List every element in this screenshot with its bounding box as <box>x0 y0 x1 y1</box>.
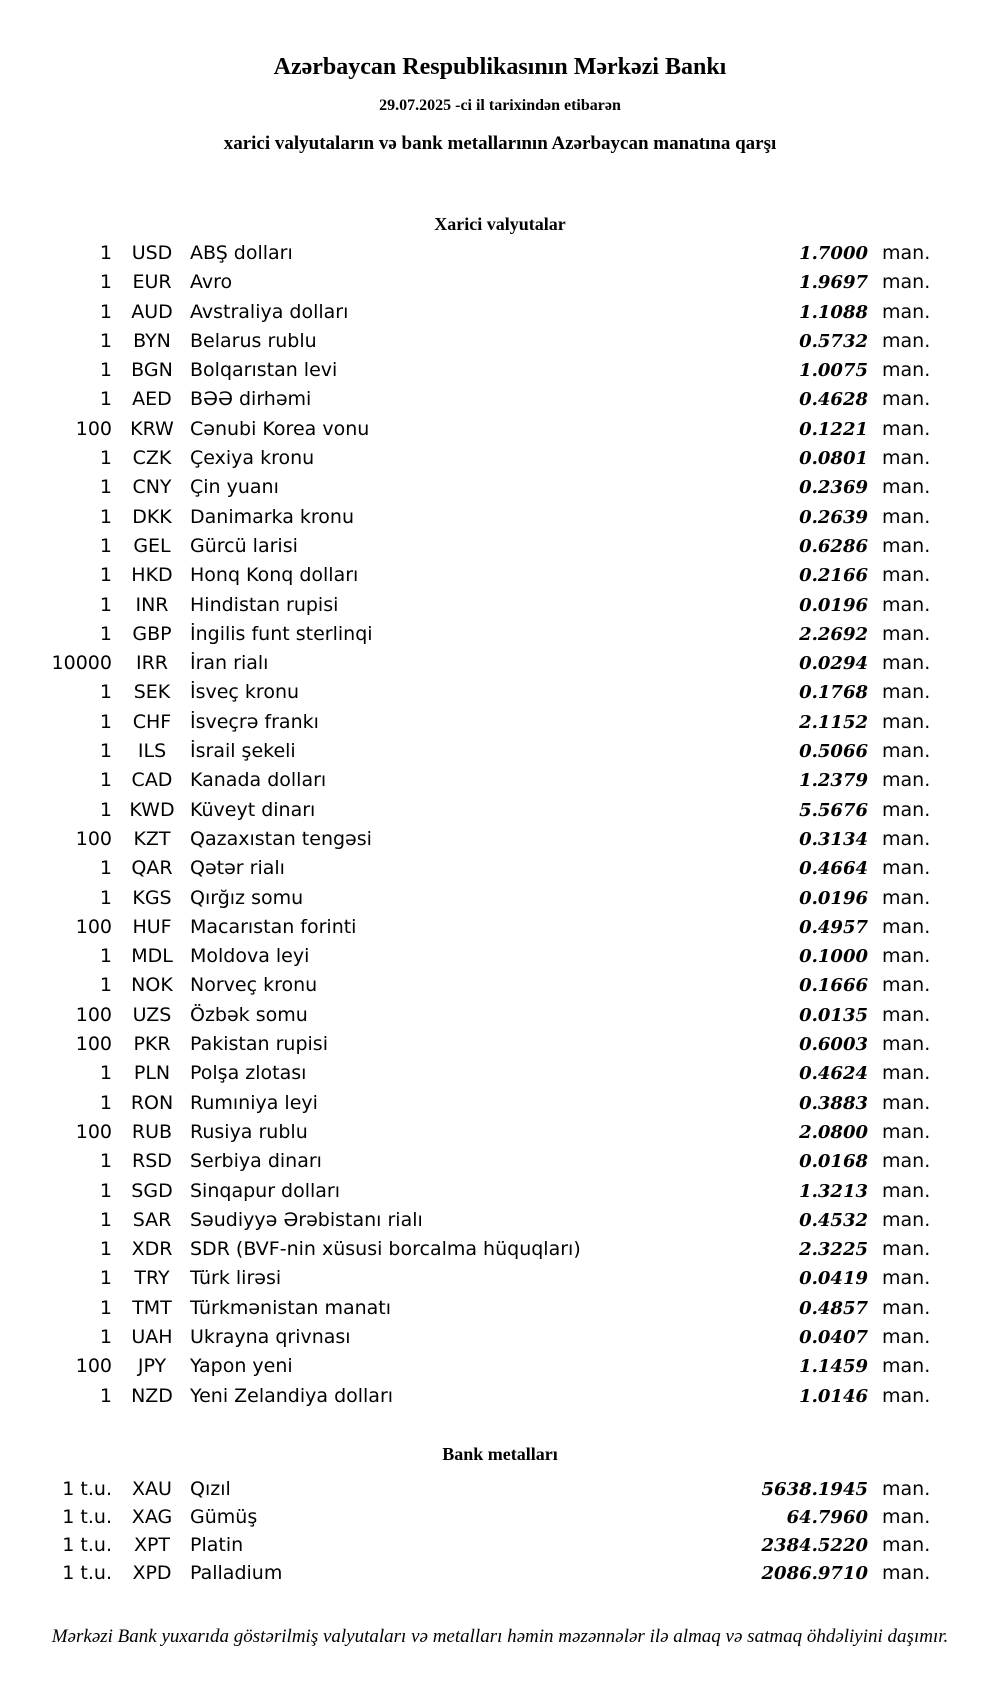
metal-rates-table <box>0 1478 1000 1590</box>
currency-row <box>0 652 1000 681</box>
currency-quantity: 1 <box>99 1208 112 1231</box>
currency-name: Hindistan rupisi <box>190 593 339 616</box>
rate-value: 2086.9710 <box>761 1562 868 1584</box>
rate-value: 0.5066 <box>799 741 868 763</box>
currency-row <box>0 330 1000 359</box>
rate-value: 0.0168 <box>799 1151 868 1173</box>
currency-unit: man. <box>882 886 931 909</box>
currency-row <box>0 916 1000 945</box>
rate-value: 5638.1945 <box>761 1478 868 1500</box>
currency-name: Qətər rialı <box>190 857 285 880</box>
currency-unit: man. <box>882 710 931 733</box>
currency-name: Çexiya kronu <box>190 447 315 470</box>
currency-name: Belarus rublu <box>190 329 317 352</box>
rate-value: 1.3213 <box>799 1180 868 1202</box>
metal-quantity: 1 t.u. <box>62 1533 112 1556</box>
rate-value: 0.4664 <box>799 858 868 880</box>
currency-quantity: 1 <box>99 798 112 821</box>
currency-quantity: 1 <box>99 534 112 557</box>
currency-code: CHF <box>132 710 172 733</box>
currency-unit: man. <box>882 505 931 528</box>
currency-unit: man. <box>882 447 931 470</box>
currency-quantity: 1 <box>99 1325 112 1348</box>
currency-row <box>0 974 1000 1003</box>
currency-unit: man. <box>882 417 931 440</box>
rate-value: 2384.5220 <box>761 1534 868 1556</box>
currency-code: USD <box>131 242 173 264</box>
currency-unit: man. <box>882 915 931 938</box>
currency-code: AUD <box>131 300 173 323</box>
currency-unit: man. <box>882 1384 931 1407</box>
currency-row <box>0 1092 1000 1121</box>
currency-quantity: 1 <box>99 1296 112 1319</box>
currency-unit: man. <box>882 1238 931 1261</box>
currency-code: NZD <box>131 1384 173 1407</box>
currency-code: CAD <box>131 769 173 792</box>
metal-name: Palladium <box>190 1561 283 1584</box>
rate-value: 64.7960 <box>786 1506 868 1528</box>
currency-row <box>0 1355 1000 1384</box>
rate-value: 0.1221 <box>799 418 868 440</box>
currency-row <box>0 681 1000 710</box>
currency-code: KZT <box>133 827 171 850</box>
metal-name: Platin <box>190 1533 244 1556</box>
rate-value: 0.1768 <box>799 682 868 704</box>
metal-row <box>0 1562 1000 1590</box>
currency-code: HKD <box>131 564 173 587</box>
rate-value: 0.2369 <box>799 477 868 499</box>
currency-quantity: 1 <box>99 1179 112 1202</box>
rate-value: 0.0419 <box>799 1268 868 1290</box>
currency-name: Qırğız somu <box>190 886 304 909</box>
document-header <box>0 0 1000 154</box>
currency-unit: man. <box>882 1062 931 1085</box>
currency-name: İsveçrə frankı <box>190 710 319 733</box>
metal-row <box>0 1534 1000 1562</box>
section-title-foreign-currencies: Xarici valyutalar <box>434 214 566 234</box>
currency-name: Rumıniya leyi <box>190 1091 318 1114</box>
rate-value: 0.4532 <box>799 1209 868 1231</box>
currency-code: RUB <box>131 1120 173 1143</box>
currency-quantity: 1 <box>99 359 112 382</box>
currency-quantity: 1 <box>99 886 112 909</box>
currency-code: TRY <box>134 1267 170 1290</box>
currency-rates-table <box>0 242 1000 1414</box>
currency-name: Kanada dolları <box>190 769 327 792</box>
currency-name: Rusiya rublu <box>190 1120 308 1143</box>
currency-code: IRR <box>135 652 168 675</box>
currency-row <box>0 1062 1000 1091</box>
currency-quantity: 1 <box>99 593 112 616</box>
rate-value: 0.0135 <box>799 1004 868 1026</box>
rate-value: 2.1152 <box>799 711 868 733</box>
currency-quantity: 1 <box>99 329 112 352</box>
currency-row <box>0 535 1000 564</box>
currency-quantity: 1 <box>99 447 112 470</box>
currency-unit: man. <box>882 1120 931 1143</box>
rate-value: 1.2379 <box>799 770 868 792</box>
rate-value: 1.9697 <box>799 272 868 294</box>
currency-row <box>0 740 1000 769</box>
currency-name: İsveç kronu <box>190 681 300 704</box>
rate-value: 0.4857 <box>799 1297 868 1319</box>
currency-code: AED <box>132 388 172 411</box>
rate-value: 0.0407 <box>799 1326 868 1348</box>
currency-quantity: 100 <box>75 1355 112 1378</box>
currency-row <box>0 564 1000 593</box>
currency-quantity: 100 <box>75 1033 112 1056</box>
currency-row <box>0 887 1000 916</box>
currency-row <box>0 711 1000 740</box>
currency-unit: man. <box>882 681 931 704</box>
section-title-bank-metals: Bank metalları <box>442 1443 558 1464</box>
currency-code: PLN <box>133 1062 171 1085</box>
currency-row <box>0 418 1000 447</box>
currency-quantity: 1 <box>99 740 112 763</box>
currency-unit: man. <box>882 1505 931 1528</box>
currency-row <box>0 623 1000 652</box>
currency-unit: man. <box>882 564 931 587</box>
currency-name: Serbiya dinarı <box>190 1150 322 1173</box>
currency-quantity: 1 <box>99 1384 112 1407</box>
rate-value: 0.4628 <box>799 389 868 411</box>
currency-row <box>0 1209 1000 1238</box>
rate-value: 0.4624 <box>799 1063 868 1085</box>
rate-value: 1.7000 <box>799 243 868 264</box>
currency-row <box>0 1385 1000 1414</box>
currency-row <box>0 242 1000 271</box>
currency-row <box>0 769 1000 798</box>
currency-unit: man. <box>882 827 931 850</box>
currency-code: CNY <box>132 476 172 499</box>
currency-code: DKK <box>132 505 172 528</box>
rate-value: 2.3225 <box>799 1239 868 1261</box>
currency-name: ABŞ dolları <box>190 242 293 264</box>
rate-value: 1.0146 <box>799 1385 868 1407</box>
currency-unit: man. <box>882 1477 931 1500</box>
currency-name: İngilis funt sterlinqi <box>190 622 373 645</box>
currency-quantity: 1 <box>99 1150 112 1173</box>
currency-code: CZK <box>132 447 172 470</box>
currency-row <box>0 1004 1000 1033</box>
currency-quantity: 1 <box>99 1238 112 1261</box>
currency-quantity: 1 <box>99 681 112 704</box>
currency-code: KGS <box>132 886 172 909</box>
rate-value: 0.5732 <box>799 330 868 352</box>
metal-quantity: 1 t.u. <box>62 1477 112 1500</box>
currency-code: QAR <box>131 857 173 880</box>
currency-unit: man. <box>882 974 931 997</box>
rate-value: 5.5676 <box>799 799 868 821</box>
currency-row <box>0 1121 1000 1150</box>
currency-quantity: 1 <box>99 974 112 997</box>
currency-row <box>0 1180 1000 1209</box>
currency-unit: man. <box>882 1267 931 1290</box>
metal-row <box>0 1478 1000 1506</box>
currency-quantity: 1 <box>99 505 112 528</box>
currency-row <box>0 857 1000 886</box>
currency-name: Avro <box>190 271 233 294</box>
currency-name: Küveyt dinarı <box>190 798 316 821</box>
currency-code: UZS <box>132 1003 172 1026</box>
rate-value: 0.6286 <box>799 535 868 557</box>
currency-name: SDR (BVF-nin xüsusi borcalma hüquqları) <box>190 1238 581 1261</box>
currency-code: GEL <box>133 534 171 557</box>
currency-quantity: 1 <box>99 271 112 294</box>
currency-code: ILS <box>137 740 167 763</box>
currency-unit: man. <box>882 1355 931 1378</box>
currency-quantity: 1 <box>99 1062 112 1085</box>
currency-code: INR <box>135 593 169 616</box>
currency-unit: man. <box>882 1150 931 1173</box>
currency-code: KRW <box>130 417 174 440</box>
currency-unit: man. <box>882 593 931 616</box>
currency-unit: man. <box>882 622 931 645</box>
currency-quantity: 100 <box>75 915 112 938</box>
currency-name: Çin yuanı <box>190 476 279 499</box>
currency-unit: man. <box>882 1325 931 1348</box>
rate-value: 0.3134 <box>799 828 868 850</box>
document-subtitle: xarici valyutaların və bank metallarının Azərbaycan manatına qarşı <box>223 133 777 154</box>
rate-value: 1.0075 <box>799 360 868 382</box>
currency-name: Yeni Zelandiya dolları <box>190 1384 394 1407</box>
currency-row <box>0 476 1000 505</box>
currency-name: Türkmənistan manatı <box>190 1296 392 1319</box>
currency-unit: man. <box>882 534 931 557</box>
currency-code: EUR <box>132 271 172 294</box>
currency-name: Macarıstan forinti <box>190 915 357 938</box>
currency-name: Moldova leyi <box>190 945 310 968</box>
currency-quantity: 100 <box>75 417 112 440</box>
currency-quantity: 1 <box>99 769 112 792</box>
currency-code: NOK <box>131 974 173 997</box>
currency-code: TMT <box>132 1296 172 1319</box>
currency-unit: man. <box>882 271 931 294</box>
currency-code: UAH <box>131 1325 173 1348</box>
currency-name: Yapon yeni <box>190 1355 293 1378</box>
currency-row <box>0 594 1000 623</box>
currency-unit: man. <box>882 945 931 968</box>
rate-value: 0.0801 <box>799 448 868 470</box>
currency-code: SEK <box>133 681 171 704</box>
currency-row <box>0 359 1000 388</box>
currency-unit: man. <box>882 857 931 880</box>
currency-name: Norveç kronu <box>190 974 318 997</box>
currency-unit: man. <box>882 1208 931 1231</box>
currency-code: GBP <box>132 622 172 645</box>
currency-quantity: 1 <box>99 242 112 264</box>
rate-value: 0.0196 <box>799 594 868 616</box>
currency-name: Səudiyyə Ərəbistanı rialı <box>190 1208 423 1231</box>
currency-code: BGN <box>131 359 173 382</box>
currency-name: İran rialı <box>190 652 269 675</box>
currency-code: KWD <box>129 798 175 821</box>
metal-quantity: 1 t.u. <box>62 1505 112 1528</box>
currency-quantity: 1 <box>99 857 112 880</box>
currency-quantity: 1 <box>99 1091 112 1114</box>
rate-value: 0.2166 <box>799 565 868 587</box>
currency-name: Polşa zlotası <box>190 1062 307 1085</box>
rate-value: 0.1000 <box>799 946 868 968</box>
currency-name: Sinqapur dolları <box>190 1179 341 1202</box>
currency-name: Türk lirəsi <box>190 1267 282 1290</box>
rate-value: 0.4957 <box>799 916 868 938</box>
currency-unit: man. <box>882 1561 931 1584</box>
currency-name: Cənubi Korea vonu <box>190 417 370 440</box>
rate-value: 1.1459 <box>799 1356 868 1378</box>
currency-row <box>0 1033 1000 1062</box>
currency-code: HUF <box>132 915 172 938</box>
page-title: Azərbaycan Respublikasının Mərkəzi Bankı <box>273 54 727 80</box>
currency-unit: man. <box>882 329 931 352</box>
currency-quantity: 1 <box>99 300 112 323</box>
currency-unit: man. <box>882 769 931 792</box>
currency-quantity: 1 <box>99 564 112 587</box>
currency-code: BYN <box>133 329 171 352</box>
currency-unit: man. <box>882 1033 931 1056</box>
currency-row <box>0 828 1000 857</box>
obligation-note: Mərkəzi Bank yuxarıda göstərilmiş valyutaları və metalları həmin məzənnələr ilə almaq və satmaq öhdəliyini daşımır. <box>51 1625 949 1647</box>
currency-unit: man. <box>882 798 931 821</box>
currency-unit: man. <box>882 300 931 323</box>
currency-quantity: 1 <box>99 1267 112 1290</box>
currency-quantity: 1 <box>99 622 112 645</box>
currency-row <box>0 506 1000 535</box>
currency-row <box>0 447 1000 476</box>
rate-value: 2.0800 <box>799 1121 868 1143</box>
currency-quantity: 10000 <box>51 652 112 675</box>
currency-code: PKR <box>133 1033 171 1056</box>
currency-row <box>0 1326 1000 1355</box>
metal-code: XPD <box>132 1561 172 1584</box>
metal-code: XPT <box>133 1533 171 1556</box>
rate-value: 0.0196 <box>799 887 868 909</box>
currency-name: Pakistan rupisi <box>190 1033 328 1056</box>
currency-unit: man. <box>882 388 931 411</box>
currency-row <box>0 799 1000 828</box>
currency-row <box>0 945 1000 974</box>
currency-name: Honq Konq dolları <box>190 564 359 587</box>
currency-name: Danimarka kronu <box>190 505 355 528</box>
rate-value: 0.3883 <box>799 1092 868 1114</box>
metal-code: XAU <box>132 1477 172 1500</box>
currency-code: XDR <box>131 1238 173 1261</box>
currency-code: JPY <box>137 1355 167 1378</box>
currency-code: MDL <box>131 945 173 968</box>
currency-quantity: 100 <box>75 827 112 850</box>
currency-row <box>0 388 1000 417</box>
currency-name: Avstraliya dolları <box>190 300 349 323</box>
currency-unit: man. <box>882 1003 931 1026</box>
currency-name: Gürcü larisi <box>190 534 298 557</box>
currency-name: BƏƏ dirhəmi <box>190 388 312 411</box>
rate-value: 0.6003 <box>799 1034 868 1056</box>
currency-quantity: 1 <box>99 710 112 733</box>
currency-unit: man. <box>882 1533 931 1556</box>
currency-quantity: 1 <box>99 476 112 499</box>
currency-row <box>0 1150 1000 1179</box>
currency-name: İsrail şekeli <box>190 740 296 763</box>
currency-name: Ukrayna qrivnası <box>190 1325 351 1348</box>
rate-value: 2.2692 <box>799 623 868 645</box>
currency-quantity: 100 <box>75 1003 112 1026</box>
currency-quantity: 1 <box>99 388 112 411</box>
rate-value: 0.1666 <box>799 975 868 997</box>
currency-unit: man. <box>882 652 931 675</box>
currency-name: Özbək somu <box>190 1003 308 1026</box>
rate-value: 0.2639 <box>799 506 868 528</box>
currency-code: SGD <box>131 1179 173 1202</box>
currency-unit: man. <box>882 476 931 499</box>
currency-unit: man. <box>882 1296 931 1319</box>
currency-code: RON <box>130 1091 174 1114</box>
metal-row <box>0 1506 1000 1534</box>
currency-row <box>0 271 1000 300</box>
currency-unit: man. <box>882 740 931 763</box>
currency-quantity: 1 <box>99 945 112 968</box>
currency-unit: man. <box>882 1179 931 1202</box>
metal-name: Gümüş <box>190 1505 258 1528</box>
currency-unit: man. <box>882 359 931 382</box>
rate-value: 1.1088 <box>799 301 868 323</box>
currency-quantity: 100 <box>75 1120 112 1143</box>
currency-name: Qazaxıstan tengəsi <box>190 827 372 850</box>
currency-code: SAR <box>132 1208 172 1231</box>
currency-row <box>0 301 1000 330</box>
currency-unit: man. <box>882 1091 931 1114</box>
metal-code: XAG <box>131 1505 173 1528</box>
currency-row <box>0 1267 1000 1296</box>
metal-quantity: 1 t.u. <box>62 1561 112 1584</box>
currency-row <box>0 1238 1000 1267</box>
rate-value: 0.0294 <box>799 653 868 675</box>
currency-code: RSD <box>132 1150 172 1173</box>
currency-row <box>0 1297 1000 1326</box>
metal-name: Qızıl <box>190 1477 231 1500</box>
effective-date-line: 29.07.2025 -ci il tarixindən etibarən <box>379 97 621 114</box>
currency-name: Bolqarıstan levi <box>190 359 338 382</box>
currency-unit: man. <box>882 242 931 264</box>
